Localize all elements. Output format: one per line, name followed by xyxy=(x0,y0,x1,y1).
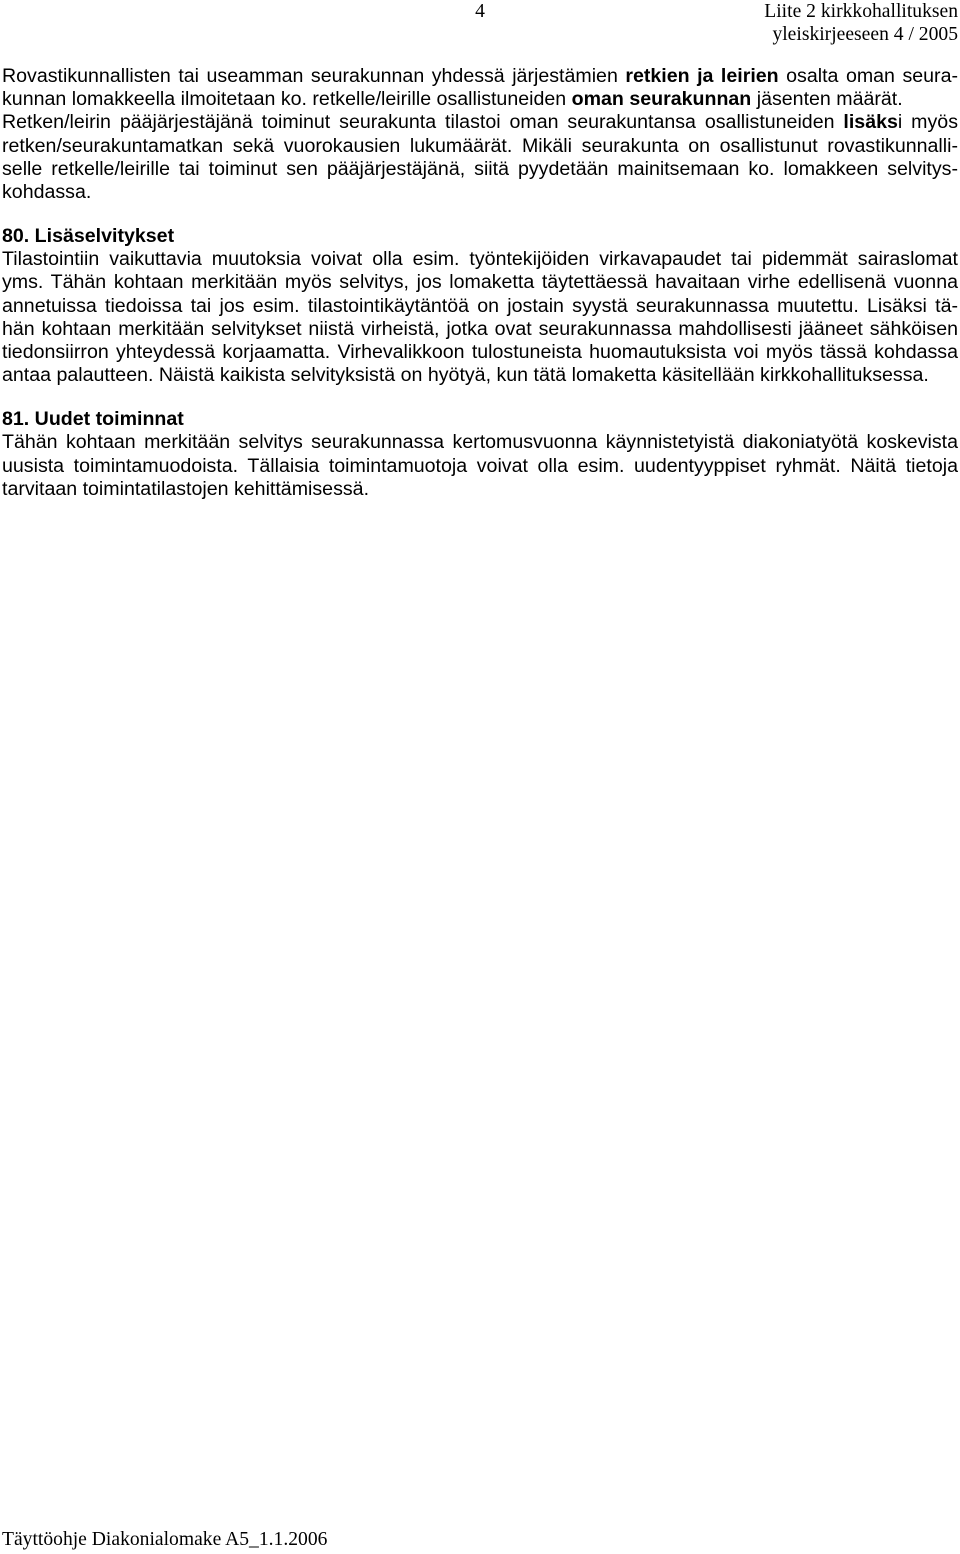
text-run: i myös xyxy=(897,111,958,134)
paragraph xyxy=(2,111,958,204)
text-run: osalta oman seura- xyxy=(778,65,958,87)
text-line xyxy=(2,455,958,478)
bold-text: oman seurakunnan xyxy=(571,88,752,111)
text-run: Tähän kohtaan merkitään selvitys seurakunnassa kertomusvuonna käynnistetyistä diakoniatyötä koskevista xyxy=(2,431,958,454)
section-heading: 80. Lisäselvitykset xyxy=(2,225,175,248)
text-run: tarvitaan toimintatilastojen kehittämisessä. xyxy=(2,477,370,500)
page-footer xyxy=(2,1528,327,1551)
attachment-reference-line: yleiskirjeeseen 4 / 2005 xyxy=(772,24,958,45)
text-line xyxy=(2,158,958,181)
text-line xyxy=(2,135,958,158)
text-line xyxy=(2,431,958,454)
text-run: kohdassa. xyxy=(2,181,92,204)
text-run: Retken/leirin pääjärjestäjänä toiminut seurakunta tilastoi oman seurakuntansa osallistuneiden xyxy=(2,111,844,134)
intro-text xyxy=(2,65,958,204)
text-run: yms. Tähän kohtaan merkitään myös selvitys, jos lomaketta täytettäessä havaitaan virhe edellisenä vuonna xyxy=(2,271,958,294)
text-line xyxy=(2,295,958,318)
text-line xyxy=(2,478,958,501)
section xyxy=(2,225,958,387)
footer-text: Täyttöohje Diakonialomake A5_1.1.2006 xyxy=(2,1529,328,1550)
section-heading: 81. Uudet toiminnat xyxy=(2,408,184,431)
text-line xyxy=(2,111,958,134)
page-number: 4 xyxy=(475,1,485,22)
document-body xyxy=(2,65,958,501)
text-run: jäsenten määrät. xyxy=(751,88,903,111)
text-line xyxy=(2,248,958,271)
text-run: uusista toimintamuodoista. Tällaisia toimintamuotoja voivat olla esim. uudentyyppiset ryhmät. Näitä tietoja xyxy=(2,454,958,477)
text-run: retken/seurakuntamatkan sekä vuorokausien lukumäärät. Mikäli seurakunta on osallistunut rovastikunnalli- xyxy=(2,134,958,157)
text-run: kunnan lomakkeella ilmoitetaan ko. retkelle/leirille osallistuneiden xyxy=(2,88,572,111)
text-run: Rovastikunnallisten tai useamman seurakunnan yhdessä järjestämien xyxy=(2,65,626,87)
paragraph xyxy=(2,248,958,387)
text-line xyxy=(2,318,958,341)
text-run: annetuissa tiedoissa tai jos esim. tilastointikäytäntöä on jostain syystä seurakunnassa muutettu. Lisäksi tä- xyxy=(2,294,958,317)
text-line xyxy=(2,341,958,364)
text-run: selle retkelle/leirille tai toiminut sen pääjärjestäjänä, siitä pyydetään mainitsemaan ko. lomakkeen selvitys- xyxy=(2,157,958,180)
paragraph xyxy=(2,431,958,501)
attachment-reference-line: Liite 2 kirkkohallituksen xyxy=(764,1,958,22)
text-line xyxy=(2,181,958,204)
bold-text: retkien ja leirien xyxy=(625,65,779,87)
text-run: antaa palautteen. Näistä kaikista selvityksistä on hyötyä, kun tätä lomaketta käsitellään kirkkohallituksessa. xyxy=(2,364,929,387)
text-run: Tilastointiin vaikuttavia muutoksia voivat olla esim. työntekijöiden virkavapaudet tai pidemmät sairaslomat xyxy=(2,248,958,271)
bold-text: lisäks xyxy=(843,111,898,134)
text-line xyxy=(2,271,958,294)
text-run: tiedonsiirron yhteydessä korjaamatta. Virhevalikkoon tulostuneista huomautuksista voi myös tässä kohdassa xyxy=(2,341,958,364)
attachment-reference xyxy=(764,0,958,46)
page-header xyxy=(0,0,960,46)
paragraph xyxy=(2,65,958,111)
text-run: hän kohtaan merkitään selvitykset niistä virheistä, jotka ovat seurakunnassa mahdollisesti jääneet sähköisen xyxy=(2,317,958,340)
text-line xyxy=(2,88,958,111)
text-line xyxy=(2,364,958,387)
section xyxy=(2,408,958,501)
text-line xyxy=(2,65,958,88)
